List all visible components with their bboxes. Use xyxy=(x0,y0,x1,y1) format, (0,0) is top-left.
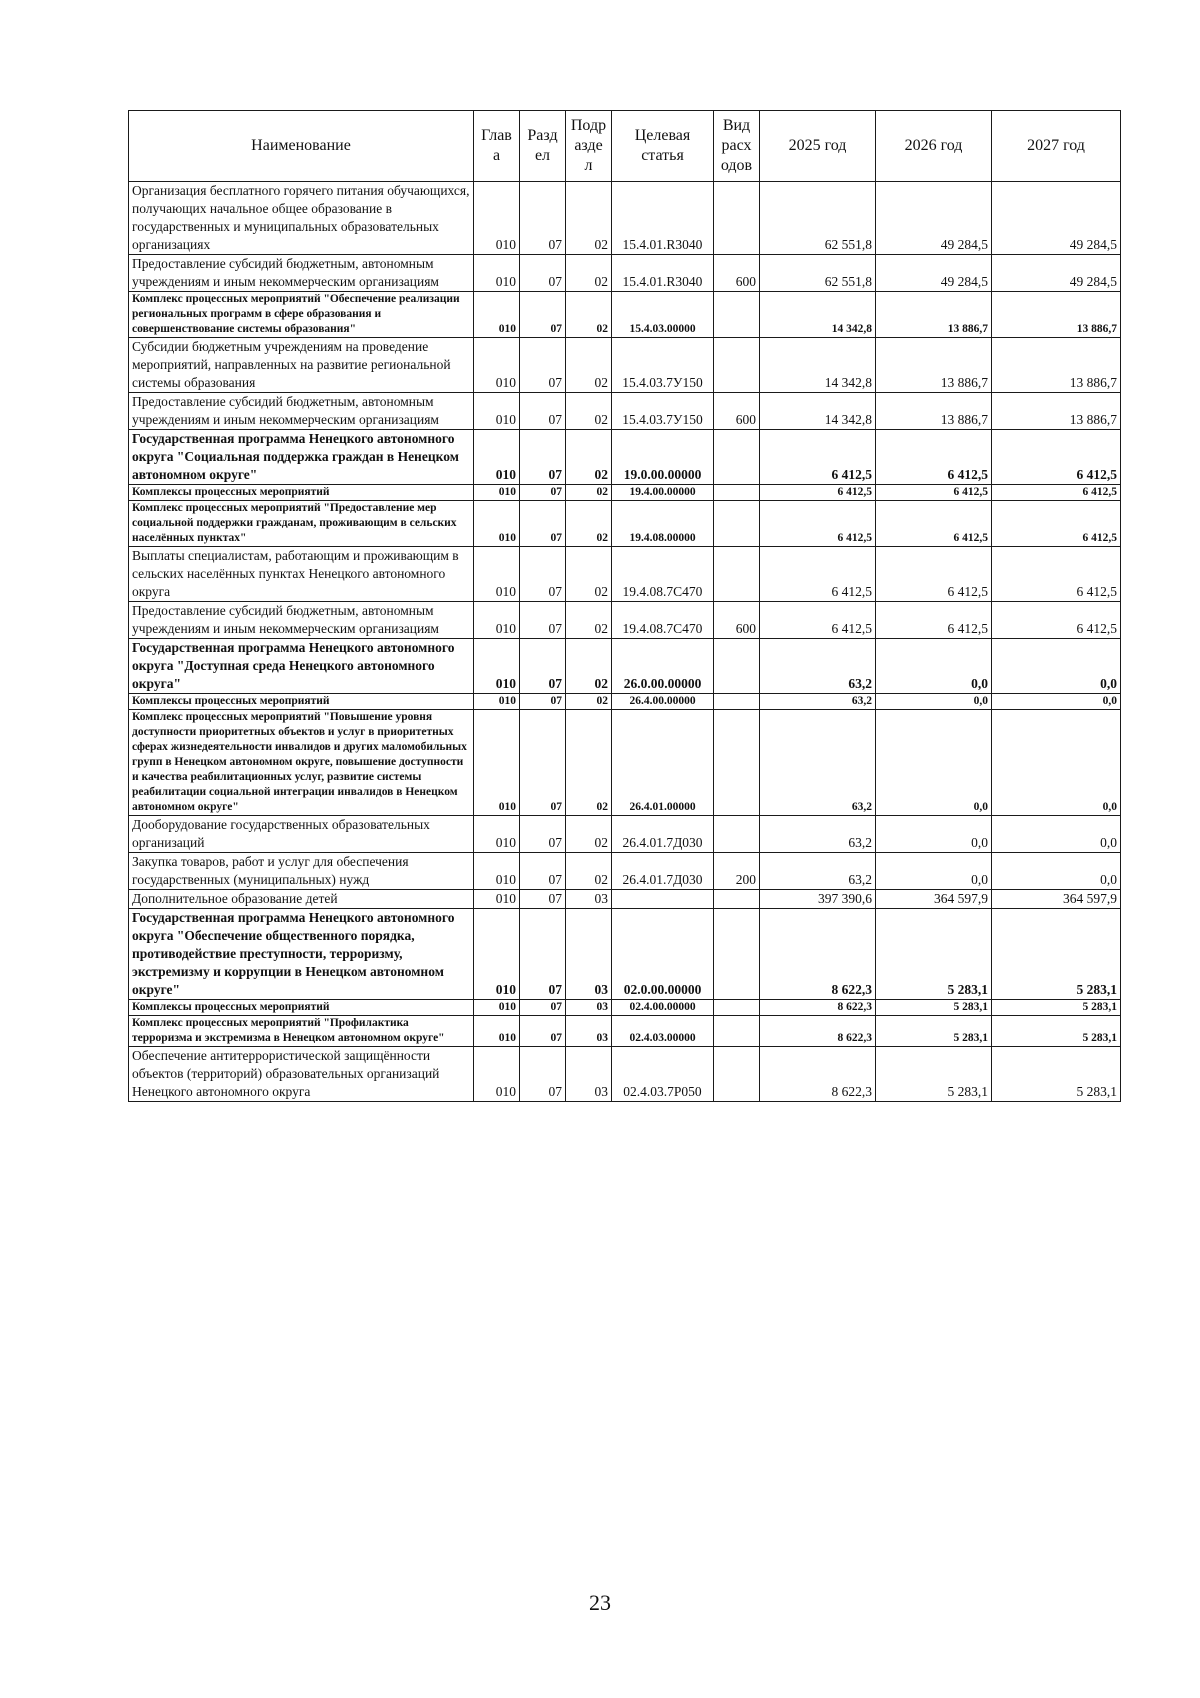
cell-name: Комплекс процессных мероприятий "Обеспечение реализации региональных программ в сфере образования и совершенствование системы образования" xyxy=(129,292,474,338)
cell-2025: 397 390,6 xyxy=(760,890,876,909)
cell-glava: 010 xyxy=(474,182,520,255)
header-razdel xyxy=(520,111,566,182)
cell-2026: 49 284,5 xyxy=(876,182,992,255)
cell-article: 15.4.01.R3040 xyxy=(612,255,714,292)
table-row xyxy=(129,182,1121,255)
cell-razdel: 07 xyxy=(520,338,566,393)
cell-glava: 010 xyxy=(474,816,520,853)
table-row xyxy=(129,639,1121,694)
table-row xyxy=(129,1000,1121,1016)
cell-vid xyxy=(714,430,760,485)
cell-podrazdel: 03 xyxy=(566,890,612,909)
cell-razdel: 07 xyxy=(520,1016,566,1047)
cell-name: Предоставление субсидий бюджетным, автономным учреждениям и иным некоммерческим организациям xyxy=(129,255,474,292)
cell-2026: 49 284,5 xyxy=(876,255,992,292)
header-2025-text: 2025 год xyxy=(788,137,847,154)
cell-2027: 5 283,1 xyxy=(992,909,1121,1000)
table-row xyxy=(129,1016,1121,1047)
cell-name: Дооборудование государственных образовательных организаций xyxy=(129,816,474,853)
cell-podrazdel: 02 xyxy=(566,485,612,501)
cell-article: 02.4.03.00000 xyxy=(612,1016,714,1047)
cell-podrazdel: 02 xyxy=(566,338,612,393)
cell-2027: 13 886,7 xyxy=(992,338,1121,393)
table-row xyxy=(129,890,1121,909)
cell-vid xyxy=(714,816,760,853)
cell-article: 26.4.01.7Д030 xyxy=(612,816,714,853)
cell-article: 15.4.03.7У150 xyxy=(612,338,714,393)
cell-razdel: 07 xyxy=(520,485,566,501)
cell-razdel: 07 xyxy=(520,182,566,255)
header-podrazdel xyxy=(566,111,612,182)
cell-2025: 14 342,8 xyxy=(760,338,876,393)
header-2026 xyxy=(876,111,992,182)
cell-2025: 6 412,5 xyxy=(760,547,876,602)
table-row xyxy=(129,816,1121,853)
cell-name: Комплекс процессных мероприятий "Повышение уровня доступности приоритетных объектов и услуг в приоритетных сферах жизнедеятельности инвалидов и других маломобильных групп в Ненецком автономном округе, повышение доступности и качества реабилитационных услуг, развитие системы реабилитации социальной интеграции инвалидов в Ненецком автономном округе" xyxy=(129,710,474,816)
cell-2026: 5 283,1 xyxy=(876,1000,992,1016)
cell-vid xyxy=(714,485,760,501)
cell-2026: 6 412,5 xyxy=(876,430,992,485)
cell-razdel: 07 xyxy=(520,430,566,485)
cell-glava: 010 xyxy=(474,255,520,292)
cell-2025: 8 622,3 xyxy=(760,1047,876,1102)
cell-razdel: 07 xyxy=(520,1000,566,1016)
cell-name: Комплексы процессных мероприятий xyxy=(129,694,474,710)
cell-podrazdel: 02 xyxy=(566,710,612,816)
table-row xyxy=(129,853,1121,890)
cell-vid xyxy=(714,909,760,1000)
cell-name: Выплаты специалистам, работающим и проживающим в сельских населённых пунктах Ненецкого автономного округа xyxy=(129,547,474,602)
cell-podrazdel: 02 xyxy=(566,182,612,255)
table-row xyxy=(129,393,1121,430)
header-name xyxy=(129,111,474,182)
cell-glava: 010 xyxy=(474,501,520,547)
cell-vid xyxy=(714,710,760,816)
cell-2025: 8 622,3 xyxy=(760,1000,876,1016)
cell-article: 19.4.00.00000 xyxy=(612,485,714,501)
cell-name: Организация бесплатного горячего питания обучающихся, получающих начальное общее образование в государственных и муниципальных образовательных организациях xyxy=(129,182,474,255)
cell-article xyxy=(612,890,714,909)
header-vid xyxy=(714,111,760,182)
cell-article: 26.0.00.00000 xyxy=(612,639,714,694)
cell-2027: 0,0 xyxy=(992,853,1121,890)
cell-podrazdel: 02 xyxy=(566,547,612,602)
cell-glava: 010 xyxy=(474,292,520,338)
cell-2026: 0,0 xyxy=(876,710,992,816)
cell-name: Предоставление субсидий бюджетным, автономным учреждениям и иным некоммерческим организациям xyxy=(129,393,474,430)
cell-2027: 6 412,5 xyxy=(992,430,1121,485)
cell-razdel: 07 xyxy=(520,853,566,890)
cell-name: Комплекс процессных мероприятий "Предоставление мер социальной поддержки гражданам, проживающим в сельских населённых пунктах" xyxy=(129,501,474,547)
table-row xyxy=(129,292,1121,338)
cell-2027: 364 597,9 xyxy=(992,890,1121,909)
cell-article: 19.4.08.7С470 xyxy=(612,602,714,639)
cell-name: Комплекс процессных мероприятий "Профилактика терроризма и экстремизма в Ненецком автономном округе" xyxy=(129,1016,474,1047)
cell-glava: 010 xyxy=(474,890,520,909)
header-2026-text: 2026 год xyxy=(904,137,963,154)
header-article-text: Целевая статья xyxy=(634,127,691,164)
cell-podrazdel: 03 xyxy=(566,909,612,1000)
cell-glava: 010 xyxy=(474,430,520,485)
cell-2025: 63,2 xyxy=(760,639,876,694)
cell-podrazdel: 02 xyxy=(566,602,612,639)
header-article xyxy=(612,111,714,182)
cell-2025: 6 412,5 xyxy=(760,602,876,639)
table-row xyxy=(129,338,1121,393)
cell-2027: 0,0 xyxy=(992,710,1121,816)
table-body xyxy=(129,182,1121,1102)
cell-name: Государственная программа Ненецкого автономного округа "Социальная поддержка граждан в Ненецком автономном округе" xyxy=(129,430,474,485)
cell-vid: 600 xyxy=(714,602,760,639)
cell-article: 15.4.03.7У150 xyxy=(612,393,714,430)
cell-2025: 8 622,3 xyxy=(760,909,876,1000)
cell-2026: 5 283,1 xyxy=(876,909,992,1000)
cell-2027: 49 284,5 xyxy=(992,182,1121,255)
cell-razdel: 07 xyxy=(520,393,566,430)
cell-2025: 14 342,8 xyxy=(760,393,876,430)
cell-2025: 63,2 xyxy=(760,710,876,816)
header-podrazdel-text: Подр азде л xyxy=(570,117,607,174)
cell-vid: 600 xyxy=(714,255,760,292)
cell-2027: 5 283,1 xyxy=(992,1047,1121,1102)
cell-vid: 200 xyxy=(714,853,760,890)
cell-podrazdel: 02 xyxy=(566,501,612,547)
cell-podrazdel: 03 xyxy=(566,1016,612,1047)
cell-article: 19.4.08.7С470 xyxy=(612,547,714,602)
cell-2026: 0,0 xyxy=(876,816,992,853)
cell-2027: 0,0 xyxy=(992,816,1121,853)
cell-article: 15.4.01.R3040 xyxy=(612,182,714,255)
cell-glava: 010 xyxy=(474,710,520,816)
cell-glava: 010 xyxy=(474,338,520,393)
page-number: 23 xyxy=(589,1590,611,1615)
cell-article: 02.4.00.00000 xyxy=(612,1000,714,1016)
cell-razdel: 07 xyxy=(520,255,566,292)
cell-podrazdel: 03 xyxy=(566,1047,612,1102)
cell-name: Предоставление субсидий бюджетным, автономным учреждениям и иным некоммерческим организациям xyxy=(129,602,474,639)
header-vid-text: Вид расх одов xyxy=(720,117,753,174)
cell-2026: 0,0 xyxy=(876,639,992,694)
cell-glava: 010 xyxy=(474,853,520,890)
cell-2025: 62 551,8 xyxy=(760,182,876,255)
cell-podrazdel: 02 xyxy=(566,853,612,890)
cell-2026: 6 412,5 xyxy=(876,501,992,547)
cell-2027: 0,0 xyxy=(992,639,1121,694)
cell-vid xyxy=(714,890,760,909)
cell-razdel: 07 xyxy=(520,292,566,338)
cell-2025: 6 412,5 xyxy=(760,485,876,501)
cell-podrazdel: 02 xyxy=(566,292,612,338)
cell-2027: 0,0 xyxy=(992,694,1121,710)
cell-2027: 13 886,7 xyxy=(992,292,1121,338)
cell-vid xyxy=(714,501,760,547)
table-header-row xyxy=(129,111,1121,182)
cell-2026: 6 412,5 xyxy=(876,485,992,501)
cell-name: Обеспечение антитеррористической защищённости объектов (территорий) образовательных организаций Ненецкого автономного округа xyxy=(129,1047,474,1102)
cell-2027: 13 886,7 xyxy=(992,393,1121,430)
table-row xyxy=(129,710,1121,816)
header-2027-text: 2027 год xyxy=(1027,137,1085,154)
cell-2026: 5 283,1 xyxy=(876,1016,992,1047)
cell-podrazdel: 02 xyxy=(566,255,612,292)
cell-vid xyxy=(714,694,760,710)
cell-name: Дополнительное образование детей xyxy=(129,890,474,909)
cell-2026: 5 283,1 xyxy=(876,1047,992,1102)
table-row xyxy=(129,547,1121,602)
cell-2025: 6 412,5 xyxy=(760,430,876,485)
cell-glava: 010 xyxy=(474,547,520,602)
cell-podrazdel: 02 xyxy=(566,816,612,853)
cell-podrazdel: 02 xyxy=(566,430,612,485)
cell-2027: 6 412,5 xyxy=(992,485,1121,501)
table-row xyxy=(129,602,1121,639)
cell-vid xyxy=(714,292,760,338)
cell-2026: 13 886,7 xyxy=(876,338,992,393)
cell-article: 19.0.00.00000 xyxy=(612,430,714,485)
cell-glava: 010 xyxy=(474,909,520,1000)
cell-vid xyxy=(714,1000,760,1016)
cell-name: Государственная программа Ненецкого автономного округа "Обеспечение общественного порядка, противодействие преступности, терроризму, экстремизму и коррупции в Ненецком автономном округе" xyxy=(129,909,474,1000)
table-row xyxy=(129,1047,1121,1102)
cell-razdel: 07 xyxy=(520,816,566,853)
cell-razdel: 07 xyxy=(520,1047,566,1102)
cell-razdel: 07 xyxy=(520,639,566,694)
cell-vid xyxy=(714,182,760,255)
cell-2025: 63,2 xyxy=(760,694,876,710)
cell-razdel: 07 xyxy=(520,710,566,816)
budget-table xyxy=(128,110,1121,1102)
cell-2025: 14 342,8 xyxy=(760,292,876,338)
cell-article: 02.4.03.7Р050 xyxy=(612,1047,714,1102)
cell-glava: 010 xyxy=(474,639,520,694)
cell-name: Комплексы процессных мероприятий xyxy=(129,1000,474,1016)
cell-2027: 5 283,1 xyxy=(992,1000,1121,1016)
cell-podrazdel: 02 xyxy=(566,639,612,694)
cell-2025: 63,2 xyxy=(760,853,876,890)
cell-podrazdel: 03 xyxy=(566,1000,612,1016)
cell-glava: 010 xyxy=(474,1016,520,1047)
cell-razdel: 07 xyxy=(520,501,566,547)
cell-razdel: 07 xyxy=(520,547,566,602)
cell-article: 26.4.00.00000 xyxy=(612,694,714,710)
cell-2026: 364 597,9 xyxy=(876,890,992,909)
cell-2027: 5 283,1 xyxy=(992,1016,1121,1047)
cell-razdel: 07 xyxy=(520,890,566,909)
cell-name: Комплексы процессных мероприятий xyxy=(129,485,474,501)
cell-name: Государственная программа Ненецкого автономного округа "Доступная среда Ненецкого автономного округа" xyxy=(129,639,474,694)
cell-vid xyxy=(714,338,760,393)
cell-vid xyxy=(714,1016,760,1047)
table-row xyxy=(129,909,1121,1000)
cell-2026: 0,0 xyxy=(876,694,992,710)
cell-2025: 6 412,5 xyxy=(760,501,876,547)
cell-2027: 49 284,5 xyxy=(992,255,1121,292)
cell-razdel: 07 xyxy=(520,909,566,1000)
cell-2027: 6 412,5 xyxy=(992,547,1121,602)
cell-vid xyxy=(714,547,760,602)
cell-glava: 010 xyxy=(474,393,520,430)
cell-glava: 010 xyxy=(474,485,520,501)
table-row xyxy=(129,501,1121,547)
cell-2026: 13 886,7 xyxy=(876,292,992,338)
table-row xyxy=(129,430,1121,485)
cell-article: 26.4.01.00000 xyxy=(612,710,714,816)
cell-podrazdel: 02 xyxy=(566,393,612,430)
cell-glava: 010 xyxy=(474,1000,520,1016)
cell-glava: 010 xyxy=(474,1047,520,1102)
header-razdel-text: Разд ел xyxy=(527,127,558,164)
header-2027 xyxy=(992,111,1121,182)
cell-2025: 62 551,8 xyxy=(760,255,876,292)
table-row xyxy=(129,694,1121,710)
cell-podrazdel: 02 xyxy=(566,694,612,710)
header-glava-text: Глав а xyxy=(481,127,512,164)
table-row xyxy=(129,255,1121,292)
cell-2026: 6 412,5 xyxy=(876,602,992,639)
cell-name: Закупка товаров, работ и услуг для обеспечения государственных (муниципальных) нужд xyxy=(129,853,474,890)
cell-article: 26.4.01.7Д030 xyxy=(612,853,714,890)
cell-article: 15.4.03.00000 xyxy=(612,292,714,338)
header-name-text: Наименование xyxy=(251,137,351,154)
cell-vid xyxy=(714,1047,760,1102)
cell-vid xyxy=(714,639,760,694)
cell-razdel: 07 xyxy=(520,602,566,639)
header-2025 xyxy=(760,111,876,182)
cell-article: 19.4.08.00000 xyxy=(612,501,714,547)
cell-2026: 6 412,5 xyxy=(876,547,992,602)
cell-2027: 6 412,5 xyxy=(992,501,1121,547)
cell-article: 02.0.00.00000 xyxy=(612,909,714,1000)
header-glava xyxy=(474,111,520,182)
cell-2026: 13 886,7 xyxy=(876,393,992,430)
cell-razdel: 07 xyxy=(520,694,566,710)
cell-name: Субсидии бюджетным учреждениям на проведение мероприятий, направленных на развитие региональной системы образования xyxy=(129,338,474,393)
table-row xyxy=(129,485,1121,501)
cell-2025: 8 622,3 xyxy=(760,1016,876,1047)
cell-vid: 600 xyxy=(714,393,760,430)
cell-2027: 6 412,5 xyxy=(992,602,1121,639)
cell-glava: 010 xyxy=(474,602,520,639)
cell-glava: 010 xyxy=(474,694,520,710)
cell-2026: 0,0 xyxy=(876,853,992,890)
cell-2025: 63,2 xyxy=(760,816,876,853)
